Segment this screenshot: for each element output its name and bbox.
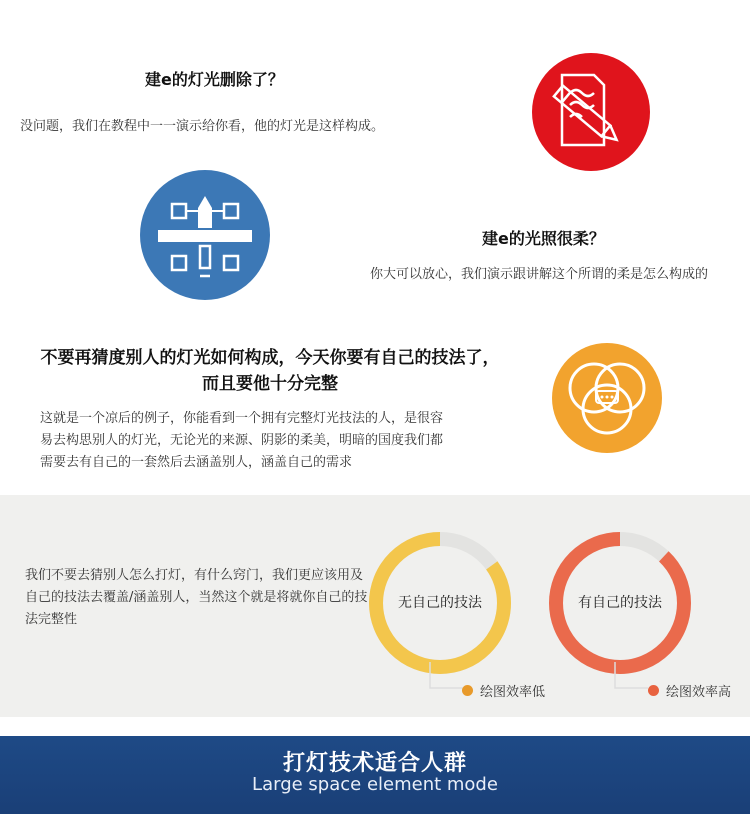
- section1-text: 没问题，我们在教程中一一演示给你看，他的灯光是这样构成。: [20, 119, 385, 134]
- ring-left-connector: [425, 660, 465, 692]
- section3-text: 这就是一个凉后的例子，你能看到一个拥有完整灯光技法的人，是很容易去构思别人的灯光，无论光的来源、阴影的柔美，明暗的国度我们都需要去有自己的一套然后去涵盖别人，涵盖自己的需求: [40, 411, 444, 470]
- banner-subtitle: Large space element mode: [252, 774, 498, 795]
- legend-right-dot: [648, 685, 659, 696]
- document-pen-icon: [532, 53, 650, 171]
- section2-text: 你大可以放心，我们演示跟讲解这个所谓的柔是怎么构成的: [370, 267, 709, 282]
- banner-title: 打灯技术适合人群: [282, 751, 467, 776]
- ring-right-label: 有自己的技法: [578, 595, 662, 611]
- section2-title: 建e的光照很柔？: [482, 229, 605, 248]
- ring-right-connector: [610, 660, 650, 692]
- section1-title: 建e的灯光删除了？: [145, 70, 284, 89]
- venn-chat-icon: [552, 343, 662, 453]
- section3-title-line2: 而且要他十分完整: [202, 374, 338, 394]
- legend-left: [462, 681, 545, 700]
- legend-left-dot: [462, 685, 473, 696]
- legend-left-text: 绘图效率低: [480, 685, 546, 700]
- section3-title: [20, 345, 520, 397]
- panel-text: 我们不要去猜别人怎么打灯，有什么窍门，我们更应该用及自己的技法去覆盖/涵盖别人，当然这个就是将就你自己的技法完整性: [25, 568, 368, 627]
- footer-banner: [0, 736, 750, 814]
- legend-right-text: 绘图效率高: [666, 685, 732, 700]
- section3-title-line1: 不要再猜度别人的灯光如何构成，今天你要有自己的技法了，: [40, 348, 500, 368]
- legend-right: [648, 681, 731, 700]
- ring-left-label: 无自己的技法: [398, 595, 482, 611]
- lighting-diagram-icon: [140, 170, 270, 300]
